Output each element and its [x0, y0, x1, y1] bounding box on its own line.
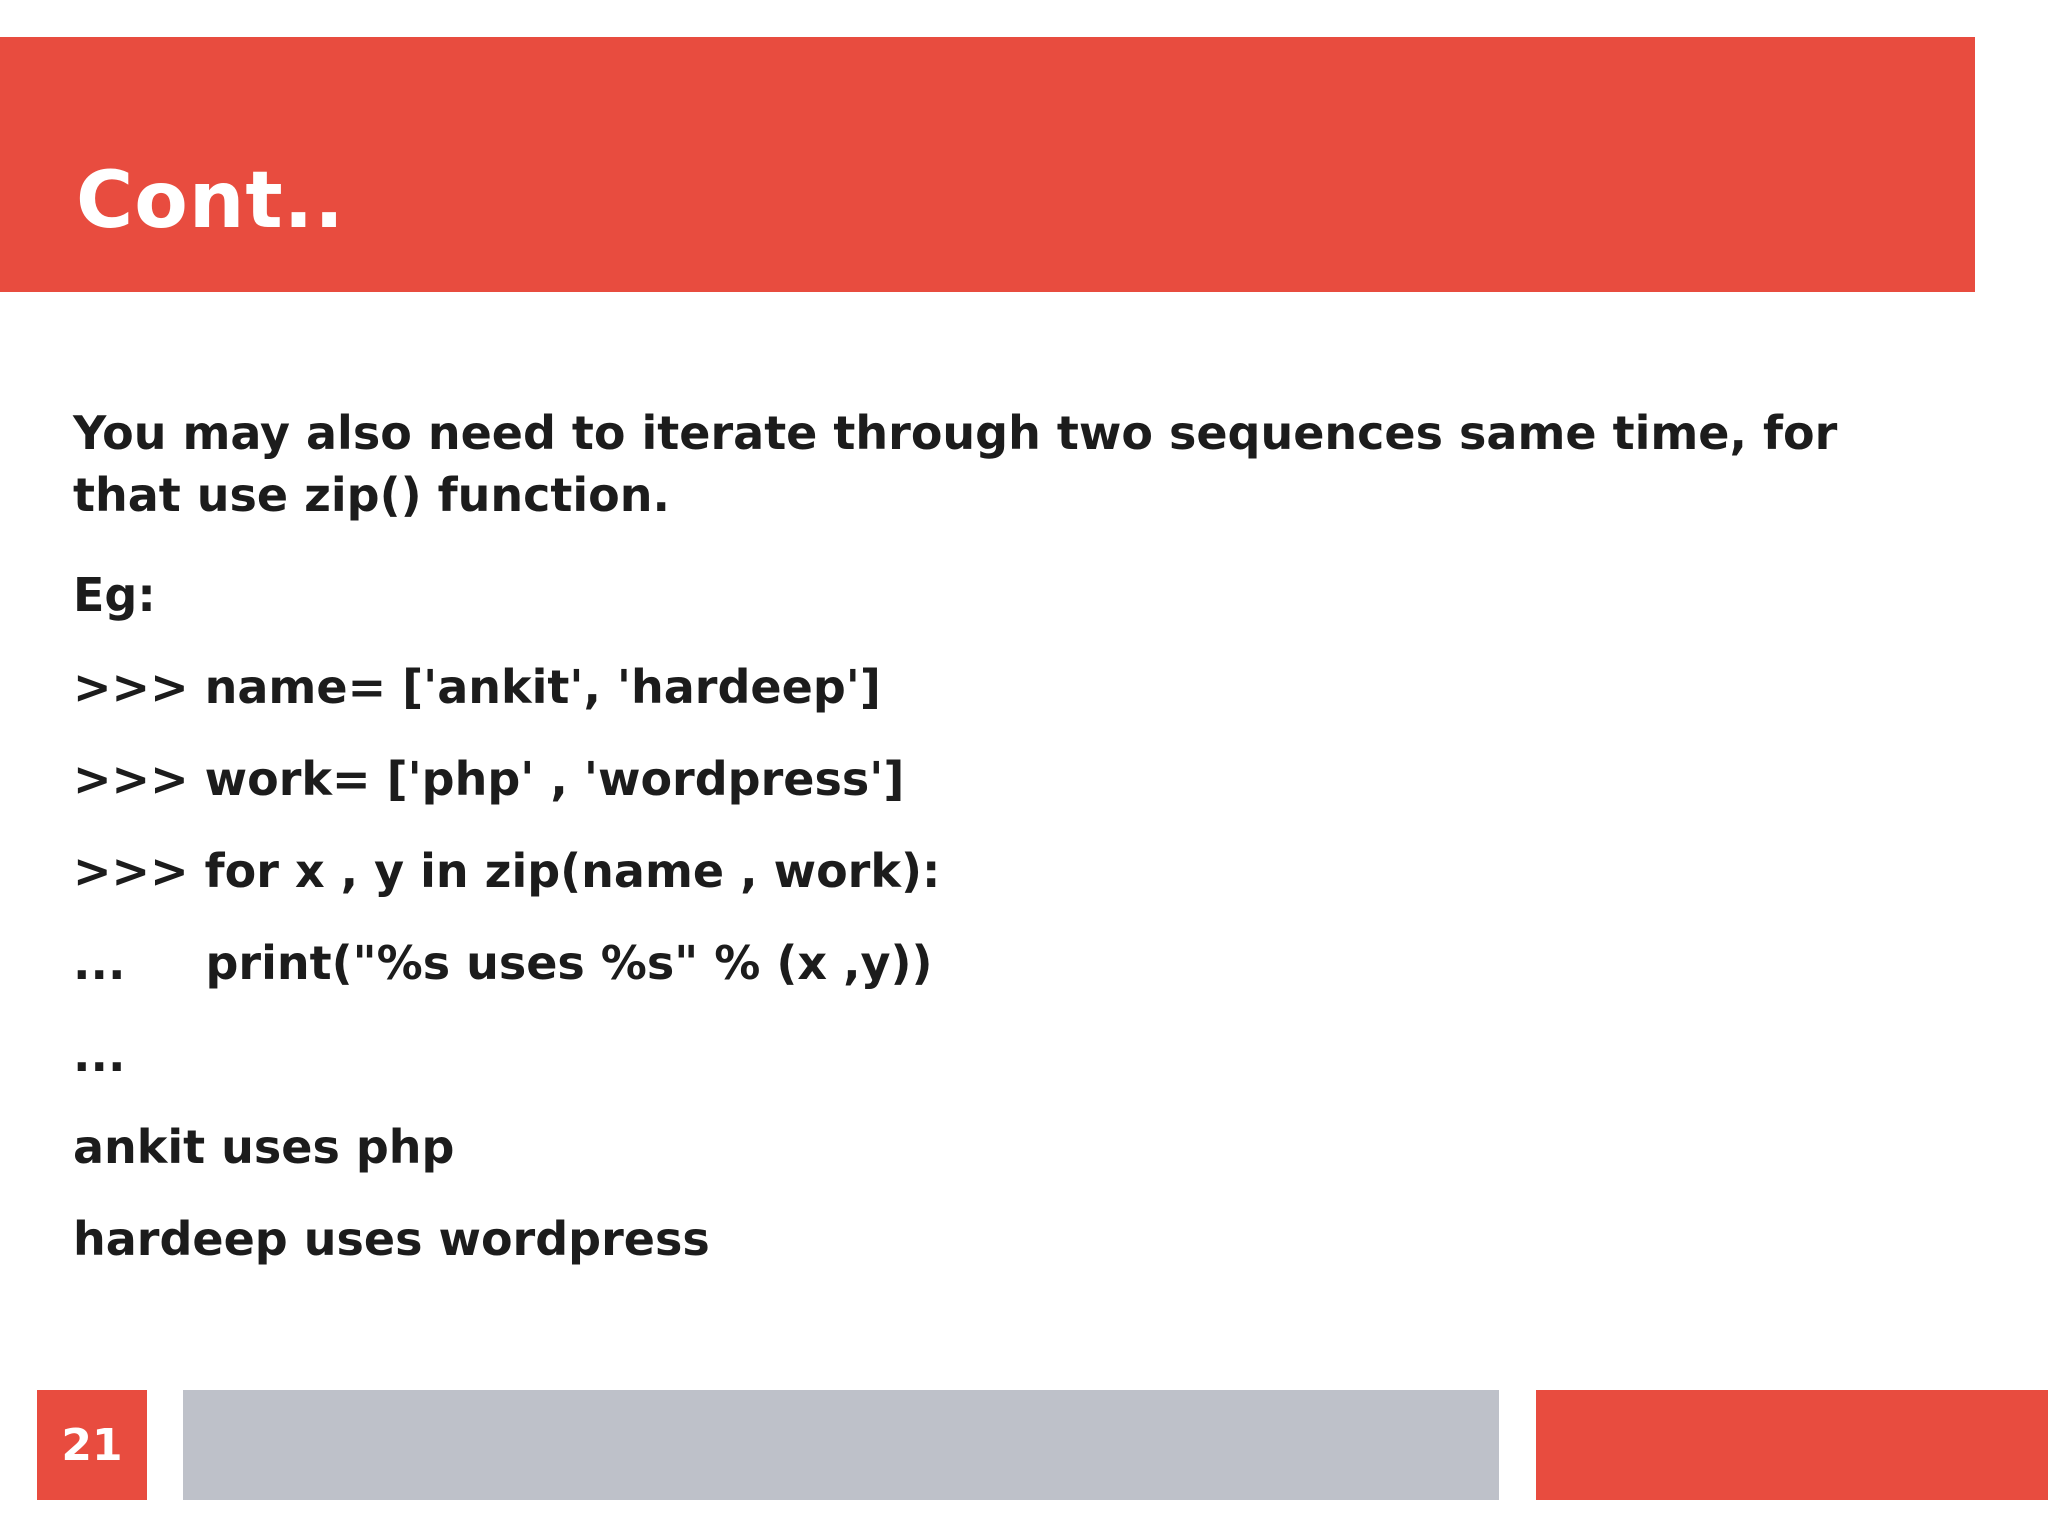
output-line-2: hardeep uses wordpress	[73, 1212, 710, 1266]
intro-paragraph: You may also need to iterate through two sequences same time, for that use zip() function.	[73, 406, 1838, 522]
code-line-eg: Eg:	[73, 568, 156, 622]
code-line-for: >>> for x , y in zip(name , work):	[73, 844, 941, 898]
output-line-1: ankit uses php	[73, 1120, 455, 1174]
code-line-print: ... print("%s uses %s" % (x ,y))	[73, 936, 933, 990]
footer-bar-gray	[183, 1390, 1499, 1500]
page-number: 21	[37, 1390, 147, 1500]
footer-bar-red	[1536, 1390, 2048, 1500]
slide-content	[73, 402, 1953, 1266]
slide-title: Cont..	[76, 156, 345, 246]
code-line-ellipsis: ...	[73, 1028, 126, 1082]
code-line-name: >>> name= ['ankit', 'hardeep']	[73, 660, 881, 714]
code-line-work: >>> work= ['php' , 'wordpress']	[73, 752, 905, 806]
